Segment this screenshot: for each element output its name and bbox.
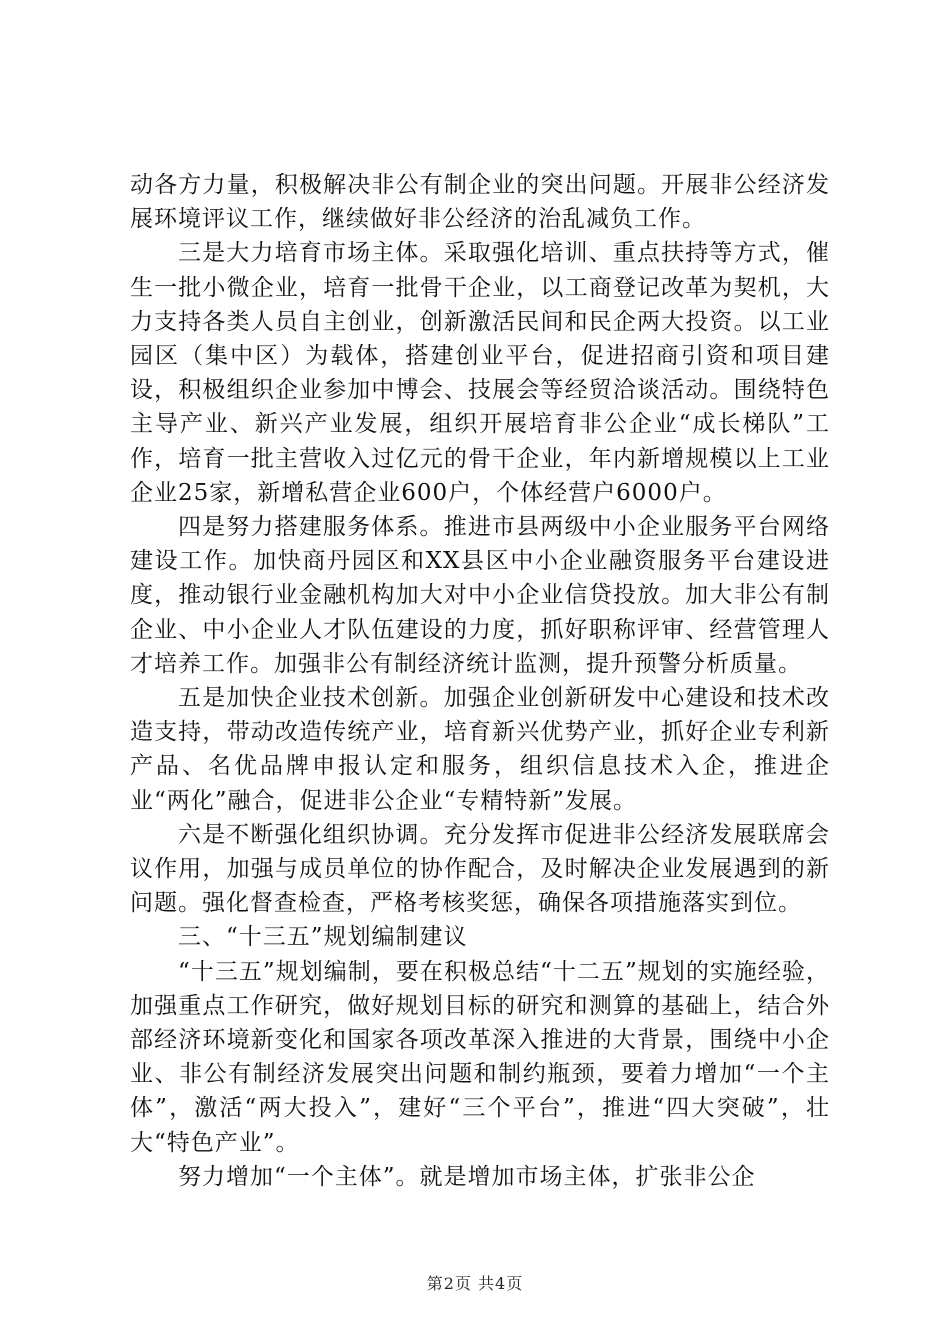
paragraph-one-entity: 努力增加“一个主体”。就是增加市场主体，扩张非公企 bbox=[178, 1163, 756, 1190]
paragraph-cultivate-market-entities: 三是大力培育市场主体。采取强化培训、重点扶持等方式，催生一批小微企业，培育一批骨干企业，以工商登记改革为契机，大力支持各类人员自主创业，创新激活民间和民企两大投资。以工业园区（集中区）为载体，搭建创业平台，促进招商引资和项目建设，积极组织企业参加中博会、技展会等经贸洽谈活动。围绕特色主导产业、新兴产业发展，组织开展培育非公企业“成长梯队”工作，培育一批主营收入过亿元的骨干企业，年内新增规模以上工业企业25家，新增私营企业600户，个体经营户6000户。 bbox=[130, 240, 830, 506]
paragraph-tech-innovation: 五是加快企业技术创新。加强企业创新研发中心建设和技术改造支持，带动改造传统产业，培育新兴优势产业，抓好企业专利新产品、名优品牌申报认定和服务，组织信息技术入企，推进企业“两化”融合，促进非公企业“专精特新”发展。 bbox=[130, 685, 830, 814]
document-body bbox=[130, 168, 830, 1194]
paragraph-service-system: 四是努力搭建服务体系。推进市县两级中小企业服务平台网络建设工作。加快商丹园区和XX县区中小企业融资服务平台建设进度，推动银行业金融机构加大对中小企业信贷投放。加大非公有制企业、中小企业人才队伍建设的力度，抓好职称评审、经营管理人才培养工作。加强非公有制经济统计监测，提升预警分析质量。 bbox=[130, 514, 830, 677]
paragraph-continuation: 动各方力量，积极解决非公有制企业的突出问题。开展非公经济发展环境评议工作，继续做好非公经济的治乱减负工作。 bbox=[130, 172, 830, 233]
paragraph-planning-suggestions: “十三五”规划编制，要在积极总结“十二五”规划的实施经验，加强重点工作研究，做好规划目标的研究和测算的基础上，结合外部经济环境新变化和国家各项改革深入推进的大背景，围绕中小企业、非公有制经济发展突出问题和制约瓶颈，要着力增加“一个主体”，激活“两大投入”，建好“三个平台”，推进“四大突破”，壮大“特色产业”。 bbox=[130, 958, 830, 1156]
page-footer: 第2页 共4页 bbox=[426, 1274, 524, 1293]
paragraph-coordination: 六是不断强化组织协调。充分发挥市促进非公经济发展联席会议作用，加强与成员单位的协作配合，及时解决企业发展遇到的新问题。强化督查检查，严格考核奖惩，确保各项措施落实到位。 bbox=[130, 821, 830, 917]
section-heading: 三、“十三五”规划编制建议 bbox=[178, 924, 468, 951]
